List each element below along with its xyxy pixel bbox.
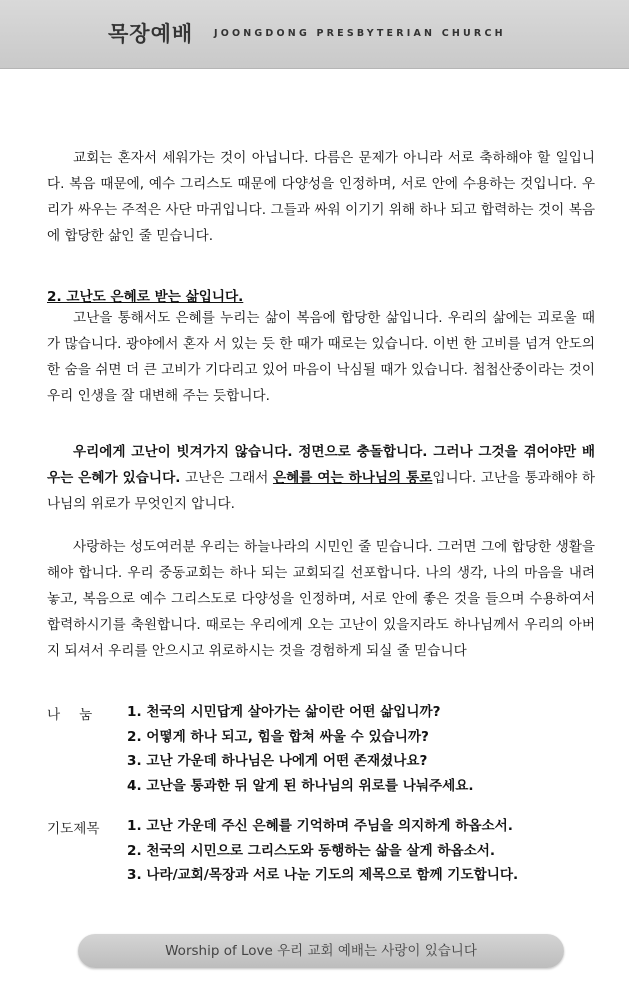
header-title: 목장예배 — [108, 22, 194, 46]
paragraph-3-mid: 고난은 그래서 — [180, 469, 273, 486]
section-heading-2: 2. 고난도 은혜로 받는 삶입니다. — [47, 289, 244, 305]
prayer-topic-list — [127, 814, 518, 888]
sharing-label-first: 나 — [47, 707, 80, 723]
paragraph-3-underlined: 은혜를 여는 하나님의 통로 — [272, 469, 433, 486]
sharing-label-last: 눔 — [79, 707, 93, 723]
paragraph-4 — [47, 535, 595, 665]
paragraph-4-text: 사랑하는 성도여러분 우리는 하늘나라의 시민인 줄 믿습니다. 그러면 그에 합당한 생활을 해야 합니다. 우리 중동교회는 하나 되는 교회되길 선포합니다. 나의 생각, 나의 마음을 내려놓고, 복음으로 예수 그리스도로 다양성을 인정하며, 서로 안에 좋은 것을 들으며 수용하여서 합력하시기를 축원합니다. 때로는 우리에게 오는 고난이 있을지라도 하나님께서 우리의 아버지 되셔서 우리를 안으시고 위로하시는 것을 경험하게 되실 줄 믿습니다 — [47, 539, 595, 659]
header-subtitle: JOONGDONG PRESBYTERIAN CHURCH — [214, 28, 506, 39]
sharing-label — [47, 703, 92, 723]
paragraph-1-text: 교회는 혼자서 세워가는 것이 아닙니다. 다름은 문제가 아니라 서로 축하해야 할 일입니다. 복음 때문에, 예수 그리스도 때문에 다양성을 인정하며, 서로 안에 수용하는 것입니다. 우리가 싸우는 주적은 사단 마귀입니다. 그들과 싸워 이기기 위해 하나 되고 합력하는 것이 복음에 합당한 삶인 줄 믿습니다. — [47, 150, 595, 244]
sharing-question: 1. 천국의 시민답게 살아가는 삶이란 어떤 삶입니까? — [127, 704, 441, 720]
sharing-question: 4. 고난을 통과한 뒤 알게 된 하나님의 위로를 나눠주세요. — [127, 777, 474, 794]
paragraph-3-emphasis: 우리에게 고난이 빗겨가지 않습니다. 정면으로 충돌합니다. 그러나 그것을 겪어야만 배우는 은혜가 있습니다. — [47, 444, 595, 486]
paragraph-1 — [47, 146, 595, 250]
prayer-topic: 1. 고난 가운데 주신 은혜를 기억하며 주님을 의지하게 하옵소서. — [127, 818, 513, 834]
paragraph-3-end: 입니다. 고난을 통과해야 하나님의 위로가 무엇인지 압니다. — [47, 469, 595, 512]
prayer-topic: 3. 나라/교회/목장과 서로 나눈 기도의 제목으로 함께 기도합니다. — [127, 867, 519, 884]
sharing-question: 3. 고난 가운데 하나님은 나에게 어떤 존재셨나요? — [127, 753, 428, 770]
paragraph-2 — [47, 306, 595, 410]
sharing-question: 2. 어떻게 하나 되고, 힘을 합쳐 싸울 수 있습니까? — [127, 728, 429, 745]
prayer-label: 기도제목 — [47, 821, 100, 837]
paragraph-2-text: 고난을 통해서도 은혜를 누리는 삶이 복음에 합당한 삶입니다. 우리의 삶에는 괴로울 때가 많습니다. 광야에서 혼자 서 있는 듯 한 때가 때로는 있습니다. 이번 한 고비를 넘겨 안도의 한 숨을 쉬면 더 큰 고비가 기다리고 있어 마음이 낙심될 때가 있습니다. 첩첩산중이라는 것이 우리 인생을 잘 대변해 주는 듯합니다. — [47, 310, 595, 404]
paragraph-3 — [47, 440, 595, 518]
page-header — [0, 0, 629, 69]
sharing-question-list — [127, 700, 474, 798]
footer-banner: Worship of Love 우리 교회 예배는 사랑이 있습니다 — [78, 934, 564, 968]
prayer-topic: 2. 천국의 시민으로 그리스도와 동행하는 삶을 살게 하옵소서. — [127, 842, 496, 859]
